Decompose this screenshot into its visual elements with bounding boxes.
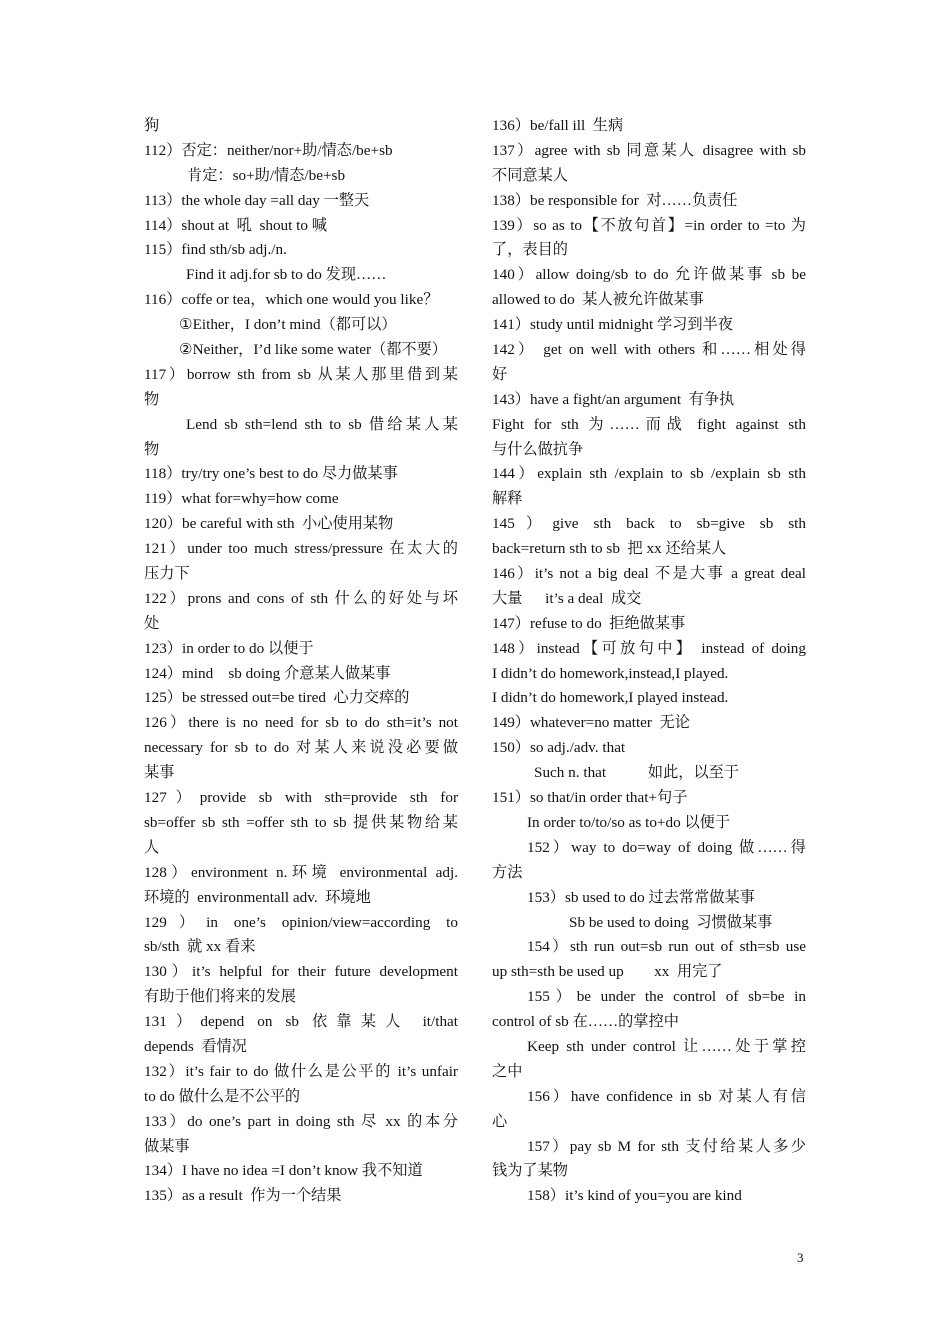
text-line: control of sb 在……的掌控中 [492,1013,679,1031]
text-line: 123）in order to do 以便于 [144,639,314,657]
text-line: necessary for sb to do 对某人来说没必要做 [144,739,458,757]
text-line: 138）be responsible for 对……负责任 [492,191,738,209]
text-line: 120）be careful with sth 小心使用某物 [144,515,394,533]
text-line: Such n. that 如此，以至于 [534,764,740,782]
text-line: 钱为了某物 [492,1162,568,1180]
text-line: sb/sth 就 xx 看来 [144,938,256,956]
text-line: 大量 it’s a deal 成交 [492,589,642,607]
text-line: 物 [144,440,160,458]
text-line: 135）as a result 作为一个结果 [144,1187,342,1205]
text-line: 149）whatever=no matter 无论 [492,714,690,732]
text-line: 127）provide sb with sth=provide sth for [144,789,458,807]
text-line: 139）so as to【不放句首】=in order to =to 为 [492,216,806,234]
text-line: 121）under too much stress/pressure 在太大的 [144,540,458,558]
text-line: I didn’t do homework,I played instead. [492,689,729,707]
text-line: 狗 [144,117,160,134]
text-line: 148）instead【可放句中】 instead of doing [492,639,806,657]
text-line: 125）be stressed out=be tired 心力交瘁的 [144,689,410,707]
text-line: 116）coffe or tea，which one would you like？ [144,291,439,309]
text-line: 环境的 environmentall adv. 环境地 [144,888,371,906]
text-line: 131）depend on sb 依靠某人 it/that [144,1013,458,1031]
text-line: 人 [144,838,160,856]
text-line: 与什么做抗争 [492,440,584,458]
text-line: 126）there is no need for sb to do sth=it’s not [144,714,458,732]
text-line: Lend sb sth=lend sth to sb 借给某人某 [186,415,458,433]
text-line: 145）give sth back to sb=give sb sth [492,515,806,533]
text-line: 不同意某人 [492,166,568,184]
page-number: 3 [797,1250,804,1265]
text-line: 方法 [492,863,523,881]
text-line: 134）I have no idea =I don’t know 我不知道 [144,1162,423,1180]
text-line: 了，表目的 [492,241,568,259]
text-line: 154）sth run out=sb run out of sth=sb use [527,938,806,956]
text-line: 153）sb used to do 过去常常做某事 [527,888,755,906]
text-line: 处 [144,614,160,632]
text-line: 124）mind sb doing 介意某人做某事 [144,664,391,682]
text-line: Find it adj.for sb to do 发现…… [186,266,387,284]
text-line: 112）否定：neither/nor+助/情态/be+sb [144,141,393,159]
text-line: In order to/to/so as to+do 以便于 [527,813,731,831]
text-line: 157）pay sb M for sth 支付给某人多少 [527,1137,806,1155]
text-line: 做某事 [144,1137,190,1155]
text-line: 122）prons and cons of sth 什么的好处与坏 [144,589,458,607]
text-line: 143）have a fight/an argument 有争执 [492,390,735,408]
text-line: ②Neither，I’d like some water（都不要） [179,341,447,359]
text-line: Keep sth under control 让……处于掌控 [527,1037,806,1055]
text-line: to do 做什么是不公平的 [144,1087,301,1105]
text-line: 152）way to do=way of doing 做……得 [527,838,806,856]
text-line: 115）find sth/sb adj./n. [144,241,287,259]
text-line: 之中 [492,1062,523,1080]
text-line: 158）it’s kind of you=you are kind [527,1187,742,1205]
text-line: 151）so that/in order that+句子 [492,789,688,807]
text-line: 肯定：so+助/情态/be+sb [187,166,346,184]
text-line: allowed to do 某人被允许做某事 [492,291,704,309]
text-line: 有助于他们将来的发展 [144,988,296,1006]
text-line: 137）agree with sb 同意某人 disagree with sb [492,141,806,159]
text-line: 118）try/try one’s best to do 尽力做某事 [144,465,398,483]
text-line: Sb be used to doing 习惯做某事 [569,913,773,931]
text-line: 128）environment n.环境 environmental adj. [144,863,458,881]
text-line: depends 看情况 [144,1037,247,1055]
text-line: I didn’t do homework,instead,I played. [492,664,729,682]
text-line: 物 [144,390,160,408]
text-line: Fight for sth 为……而战 fight against sth [492,415,806,433]
text-line: 某事 [144,764,175,782]
text-line: 140）allow doing/sb to do 允许做某事 sb be [492,266,806,284]
right-column [492,114,806,1209]
text-line: 解释 [492,490,523,508]
text-line: 147）refuse to do 拒绝做某事 [492,614,686,632]
left-column [144,114,458,1209]
text-line: 150）so adj./adv. that [492,739,626,757]
text-line: 146）it’s not a big deal 不是大事 a great deal [492,565,806,583]
text-line: 156）have confidence in sb 对某人有信 [527,1087,806,1105]
text-line: 133）do one’s part in doing sth 尽 xx 的本分 [144,1112,458,1130]
text-line: 心 [492,1112,508,1130]
text-line: 130）it’s helpful for their future development [144,963,458,981]
text-line: 144）explain sth /explain to sb /explain sb sth [492,465,806,483]
text-line: 129）in one’s opinion/view=according to [144,913,458,931]
text-line: 119）what for=why=how come [144,490,339,508]
text-line: 132）it’s fair to do 做什么是公平的 it’s unfair [144,1062,458,1080]
text-line: 114）shout at 吼 shout to 喊 [144,216,327,234]
text-line: sb=offer sb sth =offer sth to sb 提供某物给某 [144,813,458,831]
text-line: 117）borrow sth from sb 从某人那里借到某 [144,365,458,383]
text-line: 压力下 [144,565,190,583]
text-line: up sth=sth be used up xx 用完了 [492,963,723,981]
text-line: 好 [492,365,508,383]
text-line: ①Either，I don’t mind（都可以） [179,316,397,334]
text-line: 155）be under the control of sb=be in [527,988,806,1006]
text-line: 113）the whole day =all day 一整天 [144,191,370,209]
text-line: 142） get on well with others 和……相处得 [492,341,806,359]
text-line: 136）be/fall ill 生病 [492,117,624,134]
text-line: 141）study until midnight 学习到半夜 [492,316,733,334]
text-line: back=return sth to sb 把 xx 还给某人 [492,540,727,558]
